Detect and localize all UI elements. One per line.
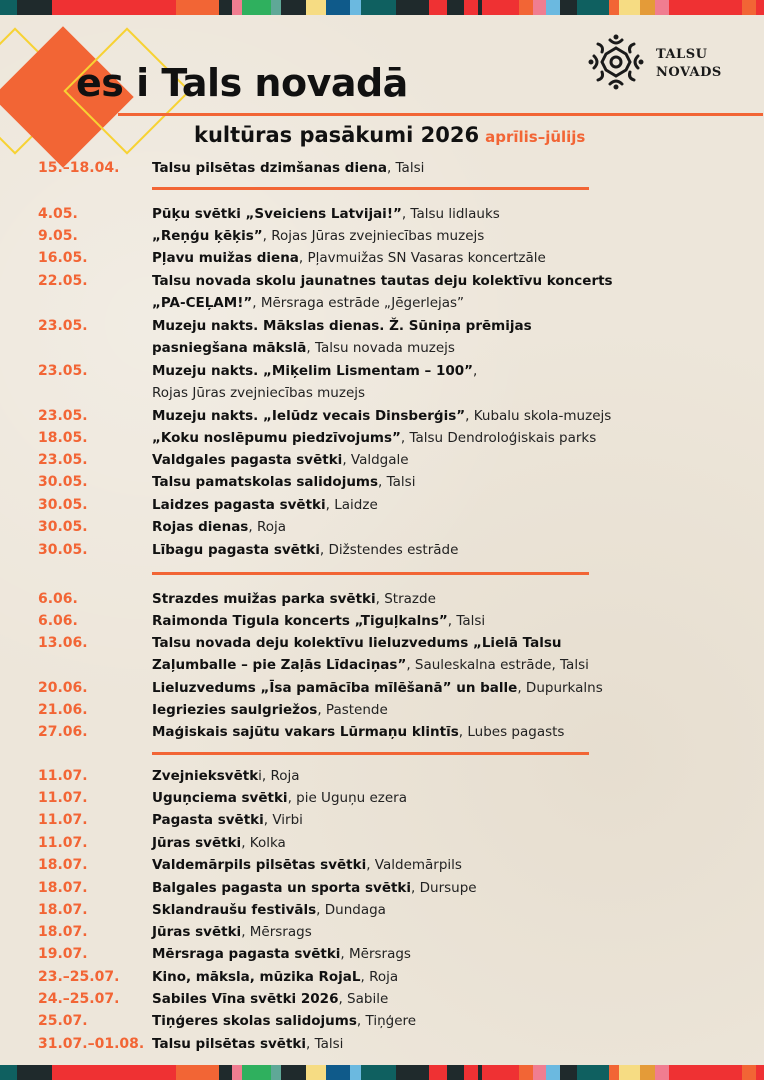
stripe-segment: [519, 1065, 534, 1080]
event-location: , Lubes pagasts: [458, 724, 565, 740]
event-date: 30.05.: [38, 519, 88, 535]
stripe-segment: [669, 1065, 742, 1080]
event-name: Iegriezies saulgriežos: [152, 702, 318, 718]
event-text: [152, 654, 589, 676]
event-location: , Talsi: [386, 160, 425, 176]
event-name: Lībagu pagasta svētki: [152, 542, 320, 558]
stripe-segment: [577, 1065, 609, 1080]
event-location: , Dundaga: [316, 902, 386, 918]
event-name: pasniegšana mākslā: [152, 340, 307, 356]
section-divider-may: [152, 572, 589, 575]
event-text: [152, 899, 386, 921]
event-name: Valdgales pagasta svētki: [152, 452, 343, 468]
event-date: 30.05.: [38, 474, 88, 490]
event-date: 23.05.: [38, 318, 88, 334]
subtitle-main: kultūras pasākumi 2026: [194, 123, 480, 147]
event-name: Pūķu svētki „Sveiciens Latvijai!”: [152, 206, 402, 222]
stripe-segment: [0, 0, 17, 15]
event-location: , Talsi: [378, 474, 416, 490]
event-date: 16.05.: [38, 250, 88, 266]
event-location: , Sauleskalna estrāde, Talsi: [406, 657, 589, 673]
stripe-segment: [560, 0, 576, 15]
event-text: [152, 877, 477, 899]
event-date: 24.–25.07.: [38, 991, 120, 1007]
event-location: , Rojas Jūras zvejniecības muzejs: [262, 228, 485, 244]
stripe-segment: [271, 0, 282, 15]
event-name: Talsu novada skolu jaunatnes tautas deju kolektīvu koncerts: [152, 273, 613, 289]
stripe-segment: [176, 1065, 219, 1080]
event-date: 22.05.: [38, 273, 88, 289]
event-text: [152, 1010, 416, 1032]
event-name: Sklandraušu festivāls: [152, 902, 317, 918]
stripe-segment: [17, 1065, 52, 1080]
event-date: 25.07.: [38, 1013, 88, 1029]
stripe-segment: [326, 0, 350, 15]
stripe-segment: [350, 1065, 361, 1080]
subtitle: [194, 123, 585, 147]
event-name: „Koku noslēpumu piedzīvojums”: [152, 430, 401, 446]
stripe-segment: [577, 0, 609, 15]
event-date: 11.07.: [38, 790, 88, 806]
stripe-segment: [167, 0, 177, 15]
stripe-segment: [609, 1065, 619, 1080]
event-name: Zvejnieksvētk: [152, 768, 259, 784]
event-date: 13.06.: [38, 635, 88, 651]
stripe-segment: [519, 0, 534, 15]
stripe-segment: [429, 1065, 447, 1080]
talsu-novads-logo: [588, 34, 722, 94]
stripe-segment: [281, 0, 306, 15]
stripe-segment: [609, 0, 619, 15]
event-text: [152, 471, 415, 493]
event-location: , Laidze: [325, 497, 378, 513]
event-name: Valdemārpils pilsētas svētki: [152, 857, 367, 873]
stripe-segment: [242, 0, 270, 15]
event-location: , Dupurkalns: [517, 680, 603, 696]
event-name: Talsu pilsētas svētki: [152, 1036, 307, 1052]
stripe-segment: [533, 1065, 546, 1080]
stripe-segment: [167, 1065, 177, 1080]
stripe-segment: [756, 0, 764, 15]
event-date: 18.07.: [38, 857, 88, 873]
event-text: [152, 632, 562, 654]
event-text: [152, 360, 477, 382]
event-location: , Valdemārpils: [366, 857, 462, 873]
event-date: 18.07.: [38, 880, 88, 896]
event-location: , Dursupe: [411, 880, 477, 896]
event-location: , Talsi: [447, 613, 486, 629]
event-location: , Kubalu skola-muzejs: [465, 408, 612, 424]
event-text: [152, 382, 365, 404]
event-location: , Roja: [248, 519, 286, 535]
event-name: Raimonda Tigula koncerts „Tiguļkalns”: [152, 613, 448, 629]
event-location: , Strazde: [375, 591, 436, 607]
stripe-segment: [742, 1065, 757, 1080]
event-location: , Mērsraga estrāde „Jēgerlejas”: [252, 295, 465, 311]
event-text: [152, 832, 286, 854]
event-date: 18.07.: [38, 902, 88, 918]
event-date: 9.05.: [38, 228, 78, 244]
stripe-segment: [464, 0, 478, 15]
stripe-segment: [176, 0, 219, 15]
event-text: [152, 943, 411, 965]
page-title: es i Tals novadā: [76, 61, 408, 105]
talsu-sun-ornament-icon: [588, 34, 644, 94]
event-location: , Kolka: [241, 835, 286, 851]
event-location: , Mērsrags: [241, 924, 312, 940]
event-date: 18.05.: [38, 430, 88, 446]
event-date: 19.07.: [38, 946, 88, 962]
stripe-segment: [52, 0, 166, 15]
stripe-segment: [464, 1065, 478, 1080]
event-text: [152, 292, 464, 314]
event-name: Muzeju nakts. „Miķelim Lismentam – 100”: [152, 363, 474, 379]
stripe-segment: [429, 0, 447, 15]
stripe-segment: [742, 0, 757, 15]
event-text: [152, 315, 532, 337]
event-name: Laidzes pagasta svētki: [152, 497, 326, 513]
event-date: 11.07.: [38, 812, 88, 828]
stripe-segment: [271, 1065, 282, 1080]
logo-wordmark: [656, 46, 722, 82]
event-text: [152, 787, 407, 809]
stripe-segment: [350, 0, 361, 15]
stripe-segment: [219, 1065, 232, 1080]
event-name: Muzeju nakts. „Ielūdz vecais Dinsberģis”: [152, 408, 466, 424]
subtitle-date-range: aprīlis–jūlijs: [485, 128, 586, 146]
stripe-segment: [546, 0, 561, 15]
event-text: [152, 966, 398, 988]
section-divider-june: [152, 752, 589, 755]
event-text: [152, 699, 388, 721]
stripe-segment: [655, 1065, 669, 1080]
event-location: ,: [473, 363, 478, 379]
stripe-segment: [619, 0, 640, 15]
event-name: Talsu pilsētas dzimšanas diena: [152, 160, 387, 176]
event-location: , Valdgale: [342, 452, 409, 468]
top-color-stripe: [0, 0, 764, 15]
event-text: [152, 765, 300, 787]
stripe-segment: [0, 1065, 17, 1080]
event-name: Uguņciema svētki: [152, 790, 288, 806]
event-location: , Sabile: [338, 991, 389, 1007]
event-text: [152, 677, 603, 699]
event-name: Jūras svētki: [152, 835, 242, 851]
event-text: [152, 270, 613, 292]
event-name: Mērsraga pagasta svētki: [152, 946, 341, 962]
event-name: Lieluzvedums „Īsa pamācība mīlēšanā” un balle: [152, 680, 518, 696]
event-name: Rojas dienas: [152, 519, 249, 535]
event-name: Balgales pagasta un sporta svētki: [152, 880, 412, 896]
event-name: Tiņģeres skolas salidojums: [152, 1013, 357, 1029]
stripe-segment: [326, 1065, 350, 1080]
stripe-segment: [640, 1065, 656, 1080]
stripe-segment: [447, 0, 464, 15]
stripe-segment: [396, 1065, 429, 1080]
stripe-segment: [396, 0, 429, 15]
event-date: 6.06.: [38, 613, 78, 629]
bottom-color-stripe: [0, 1065, 764, 1080]
stripe-segment: [619, 1065, 640, 1080]
event-date: 23.05.: [38, 363, 88, 379]
stripe-segment: [242, 1065, 270, 1080]
stripe-segment: [17, 0, 52, 15]
stripe-segment: [306, 1065, 325, 1080]
event-location: i, Roja: [258, 768, 300, 784]
event-name: Kino, māksla, mūzika RojaL: [152, 969, 361, 985]
event-date: 20.06.: [38, 680, 88, 696]
stripe-segment: [447, 1065, 464, 1080]
event-text: [152, 157, 424, 179]
stripe-segment: [482, 1065, 519, 1080]
stripe-segment: [219, 0, 232, 15]
event-location: , Pastende: [317, 702, 388, 718]
event-name: Muzeju nakts. Mākslas dienas. Ž. Sūniņa prēmijas: [152, 318, 532, 334]
event-location: Rojas Jūras zvejniecības muzejs: [152, 385, 366, 401]
event-date: 31.07.–01.08.: [38, 1036, 145, 1052]
stripe-segment: [361, 1065, 396, 1080]
stripe-segment: [546, 1065, 561, 1080]
event-date: 27.06.: [38, 724, 88, 740]
event-text: [152, 225, 484, 247]
event-location: , Mērsrags: [340, 946, 411, 962]
event-name: „Reņģu ķēķis”: [152, 228, 263, 244]
logo-line-2: NOVADS: [656, 65, 722, 80]
event-date: 23.05.: [38, 408, 88, 424]
event-text: [152, 247, 546, 269]
stripe-segment: [232, 0, 243, 15]
event-name: Talsu novada deju kolektīvu lieluzvedums „Lielā Talsu: [152, 635, 562, 651]
event-text: [152, 921, 312, 943]
event-text: [152, 988, 388, 1010]
event-text: [152, 516, 286, 538]
event-location: , Pļavmuižas SN Vasaras koncertzāle: [298, 250, 546, 266]
event-location: , Tiņģere: [356, 1013, 417, 1029]
event-location: , Talsu lidlauks: [401, 206, 500, 222]
event-date: 23.–25.07.: [38, 969, 120, 985]
event-date: 21.06.: [38, 702, 88, 718]
event-name: Jūras svētki: [152, 924, 242, 940]
event-date: 4.05.: [38, 206, 78, 222]
event-name: Pļavu muižas diena: [152, 250, 299, 266]
event-text: [152, 721, 564, 743]
event-name: „PA-CEĻAM!”: [152, 295, 253, 311]
event-name: Strazdes muižas parka svētki: [152, 591, 376, 607]
stripe-segment: [52, 1065, 166, 1080]
event-text: [152, 610, 485, 632]
stripe-segment: [281, 1065, 306, 1080]
event-text: [152, 337, 455, 359]
event-text: [152, 203, 500, 225]
stripe-segment: [560, 1065, 576, 1080]
event-location: , Talsu Dendroloģiskais parks: [400, 430, 597, 446]
event-location: , Talsu novada muzejs: [306, 340, 455, 356]
event-text: [152, 854, 462, 876]
event-date: 11.07.: [38, 835, 88, 851]
stripe-segment: [482, 0, 519, 15]
event-date: 6.06.: [38, 591, 78, 607]
event-date: 23.05.: [38, 452, 88, 468]
stripe-segment: [640, 0, 656, 15]
event-text: [152, 539, 458, 561]
event-location: , Dižstendes estrāde: [319, 542, 459, 558]
stripe-segment: [533, 0, 546, 15]
stripe-segment: [361, 0, 396, 15]
event-location: , pie Uguņu ezera: [287, 790, 407, 806]
event-text: [152, 405, 611, 427]
event-name: Talsu pamatskolas salidojums: [152, 474, 379, 490]
event-location: , Virbi: [263, 812, 303, 828]
event-text: [152, 809, 303, 831]
stripe-segment: [655, 0, 669, 15]
event-name: Pagasta svētki: [152, 812, 264, 828]
event-date: 30.05.: [38, 542, 88, 558]
event-date: 15.–18.04.: [38, 160, 120, 176]
stripe-segment: [232, 1065, 243, 1080]
event-date: 11.07.: [38, 768, 88, 784]
section-divider-april: [152, 187, 589, 190]
stripe-segment: [669, 0, 742, 15]
event-date: 18.07.: [38, 924, 88, 940]
event-text: [152, 588, 436, 610]
event-text: [152, 1033, 343, 1055]
title-underline: [118, 113, 763, 116]
event-name: Zaļumballe – pie Zaļās Līdaciņas”: [152, 657, 407, 673]
event-name: Maģiskais sajūtu vakars Lūrmaņu klintīs: [152, 724, 459, 740]
stripe-segment: [756, 1065, 764, 1080]
event-text: [152, 427, 596, 449]
event-location: , Talsi: [306, 1036, 344, 1052]
event-name: Sabiles Vīna svētki 2026: [152, 991, 339, 1007]
event-date: 30.05.: [38, 497, 88, 513]
stripe-segment: [306, 0, 325, 15]
event-text: [152, 494, 378, 516]
event-location: , Roja: [360, 969, 399, 985]
event-text: [152, 449, 409, 471]
logo-line-1: TALSU: [656, 47, 708, 62]
